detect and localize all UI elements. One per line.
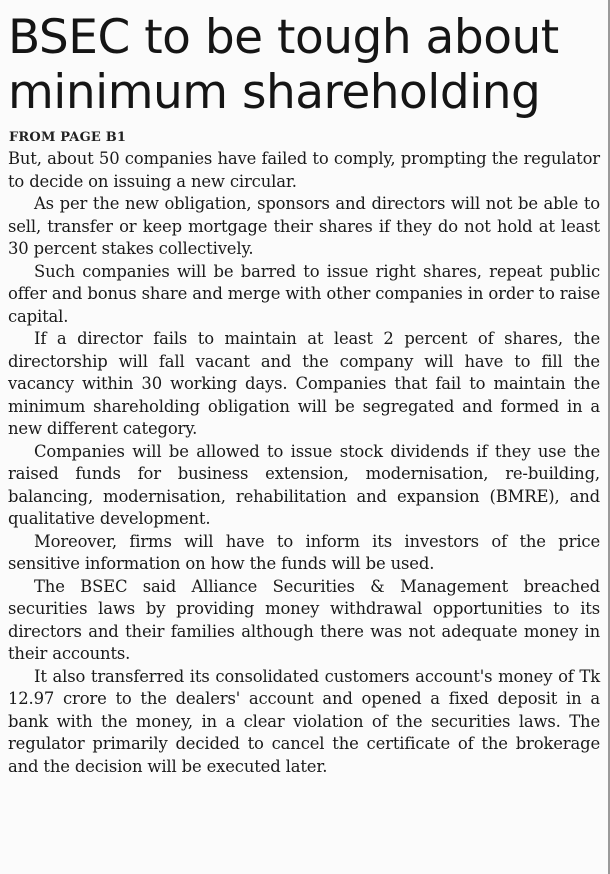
headline: BSEC to be tough about minimum shareholding xyxy=(8,10,559,120)
jump-line: FROM PAGE B1 xyxy=(9,130,127,145)
paragraph: Such companies will be barred to issue right shares, repeat public offer and bonus share and merge with other companies in order to raise capital. xyxy=(8,261,600,326)
article-body xyxy=(8,148,600,778)
paragraph: The BSEC said Alliance Securities & Management breached securities laws by providing money withdrawal opportunities to its directors and their families although there was not adequate money in their accounts. xyxy=(8,576,600,663)
paragraph: As per the new obligation, sponsors and directors will not be able to sell, transfer or keep mortgage their shares if they do not hold at least 30 percent stakes collectively. xyxy=(8,194,600,258)
paragraph: But, about 50 companies have failed to comply, prompting the regulator to decide on issuing a new circular. xyxy=(8,149,600,191)
paragraph: Moreover, firms will have to inform its investors of the price sensitive information on how the funds will be used. xyxy=(8,531,600,573)
paragraph: Companies will be allowed to issue stock dividends if they use the raised funds for business extension, modernisation, re-building, balancing, modernisation, rehabilitation and expansion (BMRE), and qualitative development. xyxy=(8,441,600,528)
paragraph: If a director fails to maintain at least 2 percent of shares, the directorship will fall vacant and the company will have to fill the vacancy within 30 working days. Companies that fail to maintain the minimum shareholding obligation will be segregated and formed in a new different category. xyxy=(8,329,600,438)
paragraph: It also transferred its consolidated customers account's money of Tk 12.97 crore to the dealers' account and opened a fixed deposit in a bank with the money, in a clear violation of the securities laws. The regulator primarily decided to cancel the certificate of the brokerage and the decision will be executed later. xyxy=(8,666,600,776)
